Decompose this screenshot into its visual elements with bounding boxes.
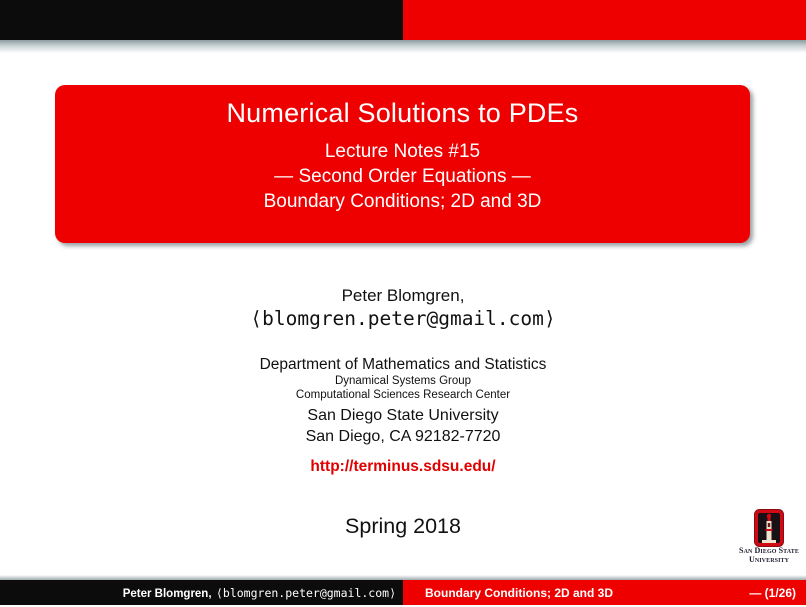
author-address: San Diego, CA 92182-7720 (305, 428, 501, 445)
top-bar-shadow (0, 40, 806, 53)
sdsu-logo-text-line1: San Diego State (739, 546, 799, 555)
title-box (55, 85, 750, 243)
terminus-url-link[interactable]: http://terminus.sdsu.edu/ (310, 458, 496, 475)
sdsu-logo-icon (754, 509, 784, 547)
term-text: Spring 2018 (345, 514, 461, 538)
footer-author-name: Peter Blomgren, (122, 588, 212, 600)
author-research-center: Computational Sciences Research Center (295, 389, 511, 401)
author-university: San Diego State University (307, 407, 499, 424)
top-bar-red (403, 0, 806, 40)
footer-author-email: ⟨blomgren.peter@gmail.com⟩ (215, 586, 396, 600)
author-department: Department of Mathematics and Statistics (259, 356, 547, 373)
author-url-line (0, 458, 806, 476)
footer-author-area (0, 580, 403, 605)
author-name: Peter Blomgren, (341, 286, 465, 305)
top-bar-black (0, 0, 403, 40)
sdsu-logo (737, 509, 801, 564)
slide-title: Numerical Solutions to PDEs (226, 98, 579, 128)
sdsu-logo-text-line2: University (748, 554, 790, 564)
author-group: Dynamical Systems Group (334, 375, 472, 387)
author-email: ⟨blomgren.peter@gmail.com⟩ (250, 307, 556, 330)
footer-section-title: Boundary Conditions; 2D and 3D (425, 585, 614, 600)
subtitle-line-2: — Second Order Equations — (274, 166, 531, 187)
subtitle-line-3: Boundary Conditions; 2D and 3D (263, 191, 542, 212)
footer-page-counter: — (1/26) (749, 585, 796, 600)
slide-subtitle (55, 139, 750, 214)
subtitle-line-1: Lecture Notes #15 (324, 141, 481, 162)
footer-section-area (403, 580, 806, 605)
